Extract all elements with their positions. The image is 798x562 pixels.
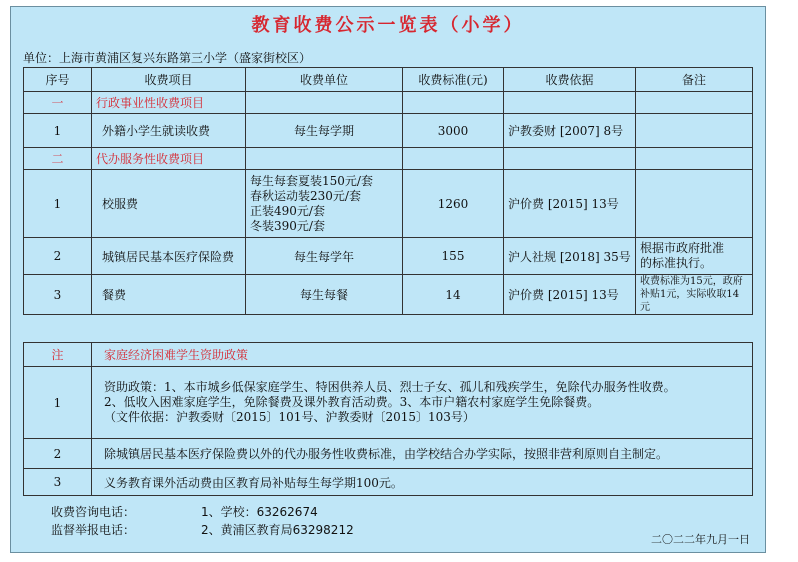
- table-row: [24, 238, 753, 275]
- row-no: 3: [24, 275, 92, 315]
- row-unit: 每生每学期: [246, 114, 403, 148]
- consult-phone-label: 收费咨询电话：: [51, 505, 136, 519]
- row-standard: 1260: [403, 170, 504, 238]
- row-basis: 沪教委财 [2007] 8号: [504, 114, 636, 148]
- row-no: 2: [24, 238, 92, 275]
- policy-line: 2、低收入困难家庭学生，免除餐费及课外教育活动费。3、本市户籍农村家庭学生免除餐费。: [104, 395, 600, 409]
- row-standard: 3000: [403, 114, 504, 148]
- policy-row: [24, 469, 753, 496]
- header-unit: 收费单位: [246, 68, 403, 92]
- section-name: 代办服务性收费项目: [92, 148, 246, 170]
- header-basis: 收费依据: [504, 68, 636, 92]
- notes-label: 注: [24, 343, 92, 367]
- policy-text: 除城镇居民基本医疗保险费以外的代办服务性收费标准，由学校结合办学实际，按照非营利原则自主制定。: [92, 439, 753, 469]
- unit-line: 春秋运动装230元/套: [250, 188, 361, 203]
- row-no: 1: [24, 170, 92, 238]
- policy-line: 资助政策：1、本市城乡低保家庭学生、特困供养人员、烈士子女、孤儿和残疾学生，免除代办服务性收费。: [104, 380, 676, 394]
- notice-board: [10, 6, 766, 553]
- header-no: 序号: [24, 68, 92, 92]
- row-no: 1: [24, 114, 92, 148]
- policy-no: 1: [24, 367, 92, 439]
- section-no: 一: [24, 92, 92, 114]
- section-name: 行政事业性收费项目: [92, 92, 246, 114]
- row-item: 餐费: [92, 275, 246, 315]
- row-unit: 每生每学年: [246, 238, 403, 275]
- table-row: [24, 170, 753, 238]
- section-row: [24, 148, 753, 170]
- row-basis: 沪人社规 [2018] 35号: [504, 238, 636, 275]
- report-phone-label: 监督举报电话：: [51, 523, 136, 537]
- header-note: 备注: [636, 68, 753, 92]
- unit-line: 每生每套夏装150元/套: [250, 173, 373, 188]
- policy-text: 义务教育课外活动费由区教育局补贴每生每学期100元。: [92, 469, 753, 496]
- report-phone-value: 2、黄浦区教育局63298212: [201, 523, 354, 537]
- note-line: 收费标准为15元，政府: [640, 276, 743, 287]
- row-item: 外籍小学生就读收费: [92, 114, 246, 148]
- policy-header-row: [24, 343, 753, 367]
- policy-row: [24, 439, 753, 469]
- policy-row: [24, 367, 753, 439]
- policy-line: （文件依据：沪教委财〔2015〕101号、沪教委财〔2015〕103号）: [104, 410, 475, 424]
- unit-line: 正装490元/套: [250, 203, 325, 218]
- policy-no: 2: [24, 439, 92, 469]
- policy-text: [92, 367, 753, 439]
- notes-heading: 家庭经济困难学生资助政策: [92, 343, 753, 367]
- row-unit: 每生每餐: [246, 275, 403, 315]
- row-note: [636, 114, 753, 148]
- section-no: 二: [24, 148, 92, 170]
- row-item: 城镇居民基本医疗保险费: [92, 238, 246, 275]
- unit-line: 冬装390元/套: [250, 218, 325, 233]
- fee-table: [23, 67, 753, 315]
- row-item: 校服费: [92, 170, 246, 238]
- row-note: [636, 275, 753, 315]
- row-note: [636, 238, 753, 275]
- note-line: 补贴1元，实际收取14元: [640, 289, 740, 313]
- section-row: [24, 92, 753, 114]
- row-unit: [246, 170, 403, 238]
- school-unit: 单位：上海市黄浦区复兴东路第三小学（盛家街校区）: [23, 51, 312, 65]
- header-item: 收费项目: [92, 68, 246, 92]
- consult-phone-value: 1、学校：63262674: [201, 505, 318, 519]
- policy-table: [23, 342, 753, 496]
- table-header-row: [24, 68, 753, 92]
- row-note: [636, 170, 753, 238]
- page-title: 教育收费公示一览表（小学）: [251, 15, 525, 36]
- publish-date: 二〇二二年九月一日: [651, 533, 750, 546]
- row-basis: 沪价费 [2015] 13号: [504, 275, 636, 315]
- table-row: [24, 114, 753, 148]
- header-standard: 收费标准(元): [403, 68, 504, 92]
- note-line: 的标准执行。: [640, 256, 713, 270]
- row-basis: 沪价费 [2015] 13号: [504, 170, 636, 238]
- policy-no: 3: [24, 469, 92, 496]
- row-standard: 155: [403, 238, 504, 275]
- table-row: [24, 275, 753, 315]
- row-standard: 14: [403, 275, 504, 315]
- note-line: 根据市政府批准: [640, 241, 725, 255]
